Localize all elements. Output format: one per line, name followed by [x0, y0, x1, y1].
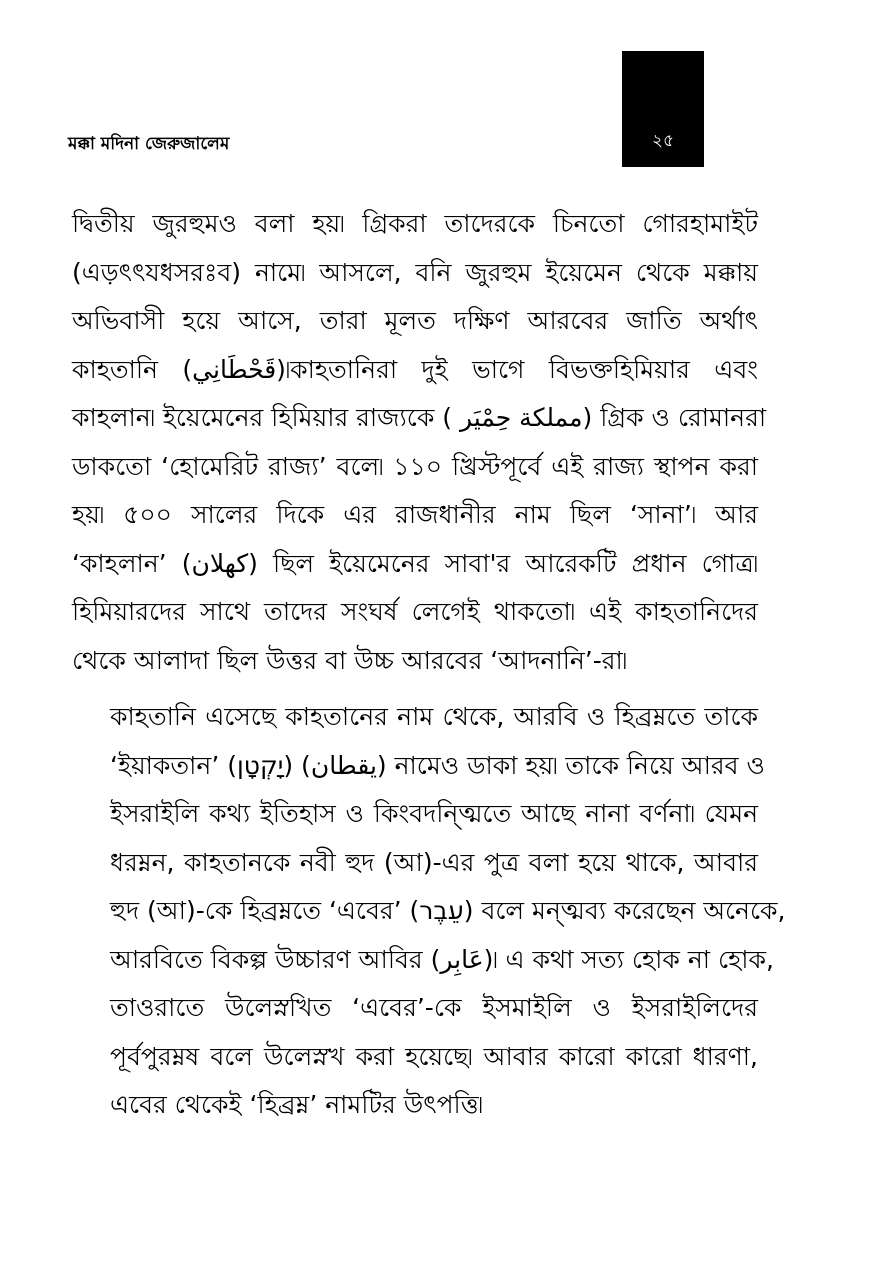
- page-number-box: [622, 51, 704, 167]
- text-line: অভিবাসী হয়ে আসে, তারা মূলত দক্ষিণ আরবের জাতি অর্থাৎ: [72, 306, 758, 335]
- text-line: থেকে আলাদা ছিল উত্তর বা উচ্চ আরবের ‘আদনানি’-রা৷: [72, 645, 627, 675]
- text-line: (এড়ৎৎযধসরঃব) নামে৷ আসলে, বনি জুরহুম ইয়েমেন থেকে মক্কায়: [72, 257, 758, 287]
- body-text: [72, 200, 786, 1130]
- text-line: আরবিতে বিকল্প উচ্চারণ আবির (عَابِر)৷ এ কথা সত্য হোক না হোক,: [110, 944, 774, 974]
- text-line: হিমিয়ারদের সাথে তাদের সংঘর্ষ লেগেই থাকতো৷ এই কাহতানিদের: [72, 597, 758, 626]
- text-line: কাহতানি (قَحْطَانِي)৷কাহতানিরা দুই ভাগে বিভক্তহিমিয়ার এবং: [72, 354, 759, 384]
- text-line: ধরম্নন, কাহতানকে নবী হুদ (আ)-এর পুত্র বলা হয়ে থাকে, আবার: [110, 847, 758, 877]
- text-line: পূর্বপুরম্নষ বলে উলেস্নখ করা হয়েছে৷ আবার কারো কারো ধারণা,: [110, 1041, 758, 1071]
- text-line: ‘ইয়াকতান’ (יָקְטָן) (يقطان) নামেও ডাকা হয়৷ তাকে নিয়ে আরব ও: [110, 750, 765, 780]
- text-line: কাহতানি এসেছে কাহতানের নাম থেকে, আরবি ও হিব্রম্নতে তাকে: [110, 702, 758, 731]
- paragraph-2: [72, 693, 786, 1130]
- running-title: মক্কা মদিনা জেরুজালেম: [68, 134, 230, 154]
- text-line: হয়৷ ৫০০ সালের দিকে এর রাজধানীর নাম ছিল ‘সানা’৷ আর: [72, 500, 758, 529]
- text-line: দ্বিতীয় জুরহুমও বলা হয়৷ গ্রিকরা তাদেরকে চিনতো গোরহামাইট: [72, 209, 758, 238]
- paragraph-1: [72, 200, 767, 685]
- text-line: কাহলান৷ ইয়েমেনের হিমিয়ার রাজ্যকে ( مملكة حِمْيَر) গ্রিক ও রোমানরা: [72, 403, 767, 432]
- text-line: হুদ (আ)-কে হিব্রম্নতে ‘এবের’ (עֵבֶר) বলে মন্ত্মব্য করেছেন অনেকে,: [110, 896, 786, 925]
- text-line: ইসরাইলি কথ্য ইতিহাস ও কিংবদন্ত্মিতে আছে নানা বর্ণনা৷ যেমন: [110, 799, 758, 828]
- text-line: ‘কাহলান’ (كهلان) ছিল ইয়েমেনের সাবা'র আরেকটি প্রধান গোত্র৷: [72, 548, 758, 578]
- text-line: এবের থেকেই ‘হিব্রম্ন’ নামটির উৎপত্তি৷: [110, 1090, 483, 1119]
- text-line: তাওরাতে উলেস্নখিত ‘এবের’-কে ইসমাইলি ও ইসরাইলিদের: [110, 993, 758, 1022]
- text-line: ডাকতো ‘হোমেরিট রাজ্য’ বলে৷ ১১০ খ্রিস্টপূর্বে এই রাজ্য স্থাপন করা: [72, 451, 758, 481]
- page-number: ২৫: [651, 131, 675, 151]
